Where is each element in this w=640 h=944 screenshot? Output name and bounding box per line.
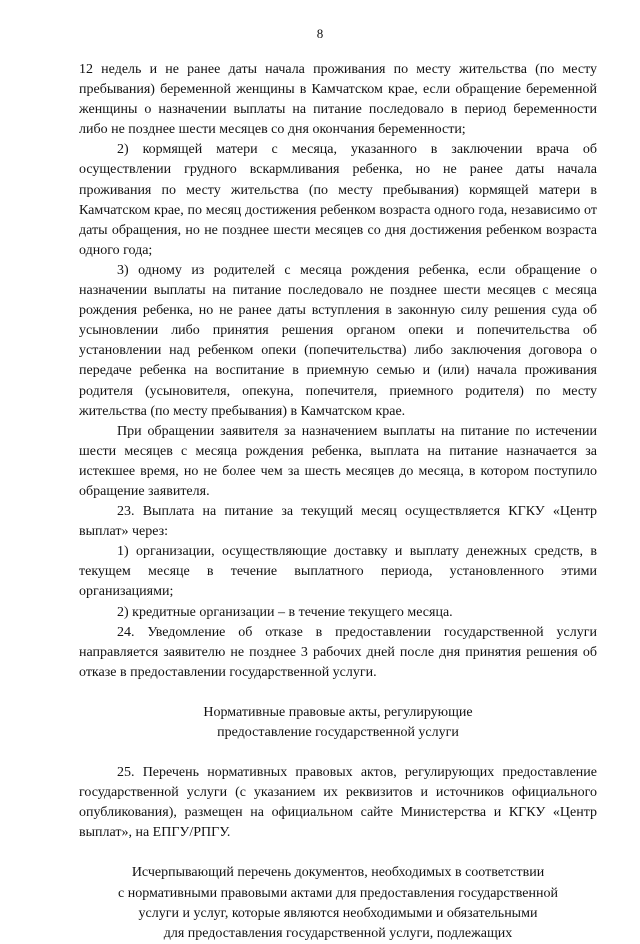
heading-line: предоставление государственной услуги — [217, 725, 459, 740]
heading-line: услуги и услуг, которые являются необходимыми и обязательными — [138, 905, 538, 921]
paragraph-continuation: 12 недель и не ранее даты начала проживания по месту жительства (по месту пребывания) беременной женщины в Камчатском крае, если обращение беременной женщины о назначении выплаты на питание последовало в период беременности либо не позднее шести месяцев со дня окончания беременности; — [79, 62, 597, 138]
paragraph-23: 23. Выплата на питание за текущий месяц осуществляется КГКУ «Центр выплат» через: — [79, 504, 597, 540]
paragraph-late-application: При обращении заявителя за назначением выплаты на питание по истечении шести месяцев с месяца рождения ребенка, выплата на питание назначается за истекшее время, но не более чем за шесть месяцев до месяца, в котором поступило обращение заявителя. — [79, 423, 597, 499]
heading-line: для предоставления государственной услуги, подлежащих — [163, 925, 513, 941]
page-number: 8 — [316, 26, 324, 41]
heading-line: Исчерпывающий перечень документов, необходимых в соответствии — [131, 865, 545, 881]
paragraph-23-item-1: 1) организации, осуществляющие доставку и выплату денежных средств, в текущем месяце в течение выплатного периода, установленного этими организациями; — [79, 544, 597, 600]
paragraph-24: 24. Уведомление об отказе в предоставлении государственной услуги направляется заявителю не позднее 3 рабочих дней после дня принятия решения об отказе в предоставлении государственной услуги. — [79, 624, 597, 680]
section-heading-legal-acts — [79, 703, 597, 743]
heading-line: Нормативные правовые акты, регулирующие — [203, 704, 473, 720]
section-heading-documents — [79, 863, 597, 943]
heading-line: с нормативными правовыми актами для предоставления государственной — [118, 885, 558, 901]
paragraph-nursing-mother: 2) кормящей матери с месяца, указанного в заключении врача об осуществлении грудного вскармливания ребенка, но не ранее даты начала проживания по месту жительства (по месту пребывания) кормящей матери в Камчатском крае, по месяц достижения ребенком возраста одного года, независимо от даты обращения, но не позднее шести месяцев со дня достижения ребенком возраста одного года; — [79, 142, 597, 258]
paragraph-parent: 3) одному из родителей с месяца рождения ребенка, если обращение о назначении выплаты на питание последовало не позднее шести месяцев с месяца рождения ребенка, но не ранее даты вступления в законную силу решения суда об усыновлении либо принятия решения органом опеки и попечительства об установлении над ребенком опеки (попечительства) либо заключения договора о передаче ребенка на воспитание в приемную семью и (или) начала проживания родителя (усыновителя, опекуна, попечителя, приемного родителя) по месту жительства (по месту пребывания) в Камчатском крае. — [79, 262, 597, 419]
paragraph-25: 25. Перечень нормативных правовых актов, регулирующих предоставление государственной услуги (с указанием их реквизитов и источников официального опубликования), размещен на официальном сайте Министерства и КГКУ «Центр выплат», на ЕПГУ/РПГУ. — [79, 765, 597, 841]
document-body — [79, 60, 597, 944]
paragraph-23-item-2: 2) кредитные организации – в течение текущего месяца. — [117, 604, 453, 620]
